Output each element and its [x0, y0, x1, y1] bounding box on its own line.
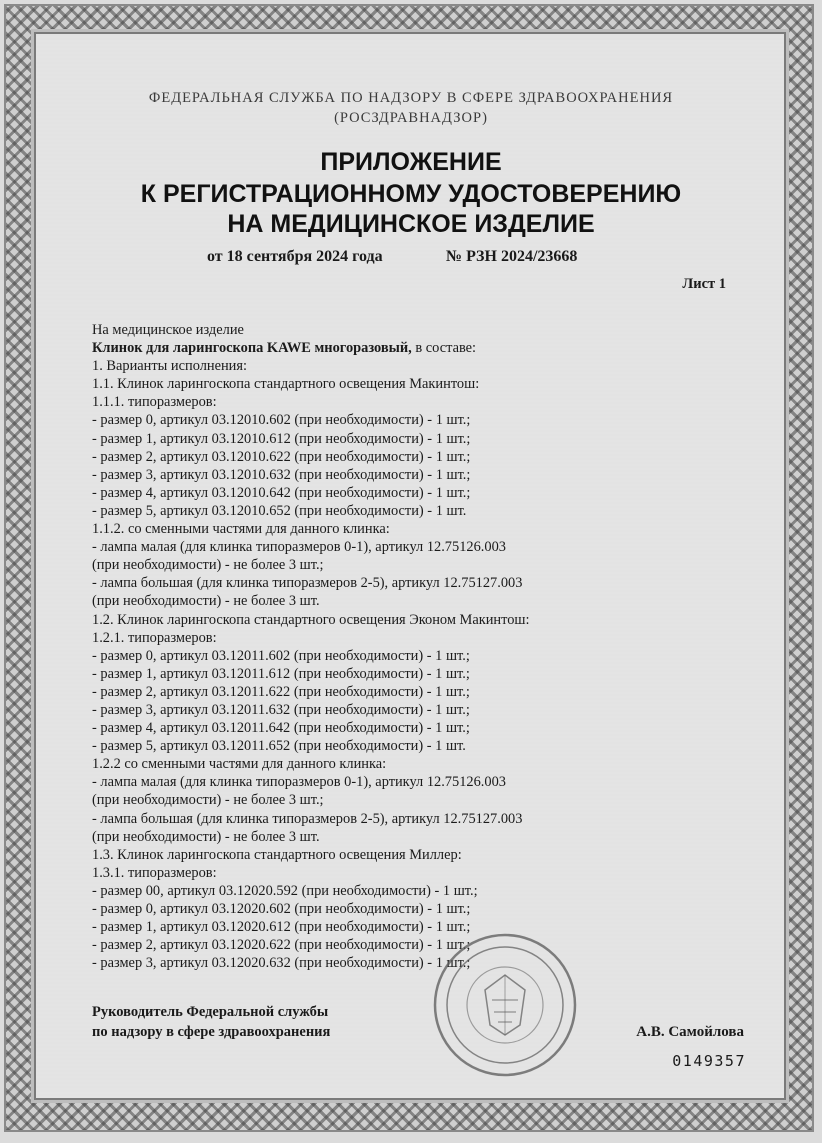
intro-line: На медицинское изделие	[92, 322, 244, 338]
body-line: - размер 2, артикул 03.12020.622 (при необходимости) - 1 шт.;	[92, 937, 471, 954]
body-line: - размер 5, артикул 03.12010.652 (при необходимости) - 1 шт.	[92, 502, 467, 519]
specification-list	[92, 357, 732, 972]
body-line: - лампа большая (для клинка типоразмеров 2-5), артикул 12.75127.003	[92, 575, 523, 592]
product-name: Клинок для ларингоскопа KAWE многоразовый,	[92, 340, 412, 357]
document-body	[92, 321, 732, 972]
body-line: 1.2.2 со сменными частями для данного клинка:	[92, 756, 387, 773]
body-line: 1.1.1. типоразмеров:	[92, 394, 217, 411]
registration-number: № РЗН 2024/23668	[446, 248, 578, 265]
body-line: (при необходимости) - не более 3 шт.;	[92, 557, 324, 574]
body-line: (при необходимости) - не более 3 шт.;	[92, 792, 324, 809]
body-line: - размер 4, артикул 03.12010.642 (при необходимости) - 1 шт.;	[92, 484, 471, 501]
body-line: - размер 1, артикул 03.12011.612 (при необходимости) - 1 шт.;	[92, 665, 470, 682]
body-line: 1.3. Клинок ларингоскопа стандартного освещения Миллер:	[92, 846, 462, 863]
body-line: - размер 1, артикул 03.12010.612 (при необходимости) - 1 шт.;	[92, 430, 471, 447]
serial-number: 0149357	[672, 1052, 746, 1070]
body-line: - лампа малая (для клинка типоразмеров 0-1), артикул 12.75126.003	[92, 774, 506, 791]
issue-date: от 18 сентября 2024 года	[207, 248, 383, 265]
agency-name: ФЕДЕРАЛЬНАЯ СЛУЖБА ПО НАДЗОРУ В СФЕРЕ ЗДРАВООХРАНЕНИЯ	[148, 90, 674, 106]
body-line: - лампа большая (для клинка типоразмеров 2-5), артикул 12.75127.003	[92, 810, 523, 827]
body-line: - размер 4, артикул 03.12011.642 (при необходимости) - 1 шт.;	[92, 720, 470, 737]
body-line: - размер 2, артикул 03.12010.622 (при необходимости) - 1 шт.;	[92, 448, 471, 465]
document-title-line-2: К РЕГИСТРАЦИОННОМУ УДОСТОВЕРЕНИЮ	[140, 180, 682, 208]
body-line: - размер 00, артикул 03.12020.592 (при необходимости) - 1 шт.;	[92, 882, 478, 899]
body-line: 1.2. Клинок ларингоскопа стандартного освещения Эконом Макинтош:	[92, 611, 530, 628]
body-line: (при необходимости) - не более 3 шт.	[92, 593, 320, 610]
body-line: - размер 3, артикул 03.12011.632 (при необходимости) - 1 шт.;	[92, 701, 470, 718]
sheet-number: Лист 1	[682, 276, 726, 292]
body-line: - размер 5, артикул 03.12011.652 (при необходимости) - 1 шт.	[92, 738, 466, 755]
body-line: 1. Варианты исполнения:	[92, 358, 248, 375]
product-line	[92, 339, 732, 357]
body-line: 1.1.2. со сменными частями для данного клинка:	[92, 521, 390, 538]
signatory-title-line-1: Руководитель Федеральной службы	[92, 1004, 329, 1020]
document-title-line-1: ПРИЛОЖЕНИЕ	[320, 148, 502, 176]
body-line: 1.3.1. типоразмеров:	[92, 864, 217, 881]
body-line: - лампа малая (для клинка типоразмеров 0-1), артикул 12.75126.003	[92, 539, 506, 556]
body-line: - размер 0, артикул 03.12020.602 (при необходимости) - 1 шт.;	[92, 901, 471, 917]
signatory-name: А.В. Самойлова	[636, 1024, 744, 1040]
document-title-line-3: НА МЕДИЦИНСКОЕ ИЗДЕЛИЕ	[227, 210, 595, 238]
body-line: 1.1. Клинок ларингоскопа стандартного освещения Макинтош:	[92, 376, 480, 393]
signatory-title-line-2: по надзору в сфере здравоохранения	[92, 1024, 331, 1040]
body-line: - размер 3, артикул 03.12010.632 (при необходимости) - 1 шт.;	[92, 466, 471, 483]
body-line: - размер 3, артикул 03.12020.632 (при необходимости) - 1 шт.;	[92, 955, 471, 972]
body-line: - размер 0, артикул 03.12010.602 (при необходимости) - 1 шт.;	[92, 412, 471, 429]
body-line: - размер 2, артикул 03.12011.622 (при необходимости) - 1 шт.;	[92, 683, 470, 700]
official-seal	[430, 930, 580, 1080]
body-line: (при необходимости) - не более 3 шт.	[92, 828, 320, 845]
body-line: - размер 1, артикул 03.12020.612 (при необходимости) - 1 шт.;	[92, 919, 471, 936]
agency-abbreviation: (РОСЗДРАВНАДЗОР)	[334, 110, 488, 126]
product-suffix: в составе:	[411, 340, 477, 357]
body-line: 1.2.1. типоразмеров:	[92, 629, 217, 646]
body-line: - размер 0, артикул 03.12011.602 (при необходимости) - 1 шт.;	[92, 647, 470, 664]
